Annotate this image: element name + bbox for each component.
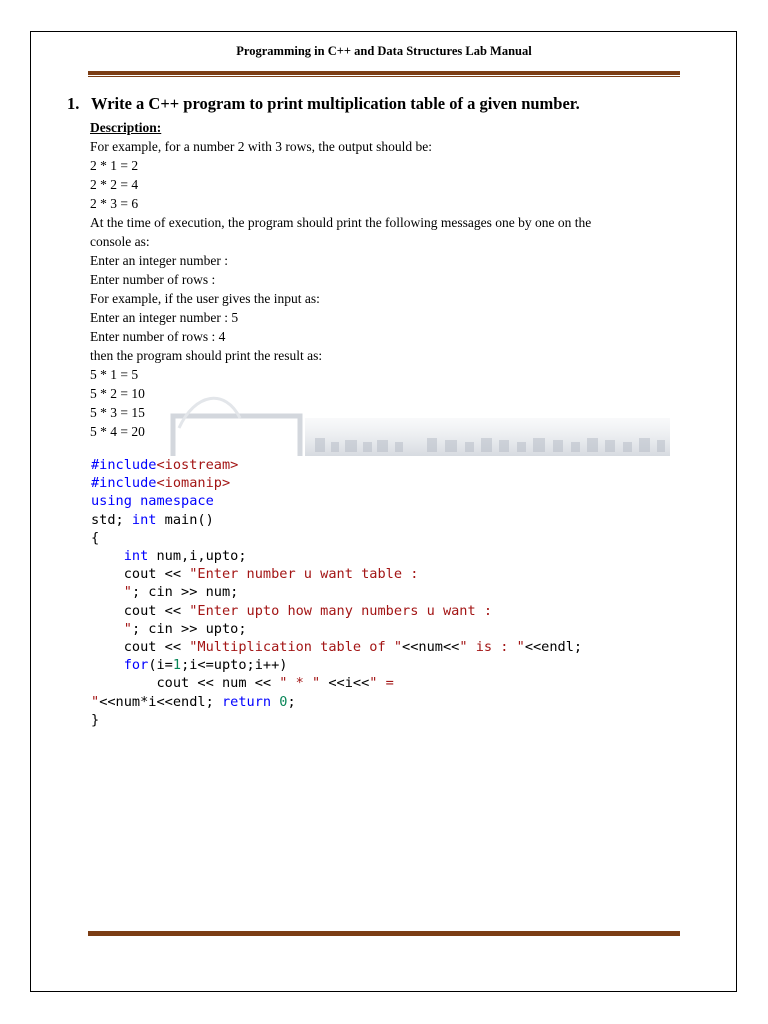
code-token: for — [123, 657, 149, 674]
description-line: 2 * 1 = 2 — [90, 158, 139, 173]
code-token: " = — [369, 675, 394, 692]
description-line: console as: — [90, 234, 150, 249]
code-token: "Enter number u want table : — [189, 566, 419, 583]
code-token: int — [123, 548, 149, 565]
code-token: ; cin >> num; — [131, 584, 239, 601]
code-token: " — [123, 584, 132, 601]
code-token: cout << — [123, 566, 190, 583]
code-token: main() — [156, 511, 214, 528]
description-line: For example, for a number 2 with 3 rows, the output should be: — [90, 139, 432, 154]
code-token: #include — [91, 457, 157, 473]
description-line: At the time of execution, the program should print the following messages one by one on the — [90, 215, 592, 230]
header-rule — [88, 71, 680, 77]
code-token: return — [221, 693, 272, 710]
code-indent — [91, 639, 124, 655]
description-line: For example, if the user gives the input as: — [90, 291, 320, 306]
code-token: int — [131, 511, 157, 528]
footer-rule — [88, 930, 680, 936]
code-token: 1 — [172, 657, 182, 674]
code-indent — [91, 621, 124, 637]
code-token: cout << — [123, 602, 190, 619]
code-token: ;i<=upto;i++) — [181, 657, 288, 674]
description-line: Enter number of rows : 4 — [90, 329, 226, 344]
code-token: std; — [91, 511, 132, 528]
description-line: 2 * 2 = 4 — [90, 177, 139, 192]
code-token: <iomanip> — [156, 475, 231, 492]
code-token: } — [91, 711, 100, 728]
code-token: (i= — [148, 657, 173, 674]
description-line: 2 * 3 = 6 — [90, 196, 139, 211]
code-indent — [91, 548, 124, 564]
question-heading — [67, 94, 580, 114]
description-line: 5 * 2 = 10 — [90, 386, 145, 401]
code-token: "Multiplication table of " — [189, 639, 403, 656]
description-line: Enter an integer number : — [90, 253, 228, 268]
code-token: " * " — [279, 675, 321, 692]
code-block — [91, 456, 582, 729]
code-token: { — [91, 529, 100, 546]
code-token: ; cin >> upto; — [131, 620, 247, 637]
description-line: 5 * 4 = 20 — [90, 424, 145, 439]
description-line: Enter an integer number : 5 — [90, 310, 239, 325]
page-header-title: Programming in C++ and Data Structures Lab Manual — [236, 44, 532, 58]
code-token: <iostream> — [156, 457, 239, 473]
code-token: <<num<< — [402, 639, 460, 656]
code-token: ; — [287, 693, 296, 710]
code-indent — [91, 603, 124, 619]
description-line: 5 * 3 = 15 — [90, 405, 145, 420]
code-token: using namespace — [91, 493, 214, 510]
code-token: 0 — [279, 693, 288, 710]
description-heading: Description: — [90, 120, 162, 135]
code-indent — [91, 584, 124, 600]
code-token: #include — [91, 475, 157, 492]
code-token: <<i<< — [320, 675, 370, 692]
code-token: " — [91, 693, 100, 710]
code-indent — [91, 657, 124, 673]
code-token: " is : " — [459, 639, 525, 656]
code-token: <<num*i<<endl; — [99, 693, 222, 710]
description-line: 5 * 1 = 5 — [90, 367, 139, 382]
code-token: <<endl; — [524, 639, 583, 656]
description-line: Enter number of rows : — [90, 272, 216, 287]
question-number: 1. — [67, 94, 80, 113]
code-token: " — [123, 620, 132, 637]
code-token: num,i,upto; — [148, 548, 247, 565]
description-line: then the program should print the result as: — [90, 348, 323, 363]
code-token: "Enter upto how many numbers u want : — [189, 602, 493, 619]
code-token: cout << — [123, 639, 190, 656]
description-block — [90, 118, 670, 441]
code-indent — [91, 566, 124, 582]
code-token: cout << num << — [156, 675, 280, 692]
code-indent — [91, 675, 156, 691]
question-text: Write a C++ program to print multiplication table of a given number. — [91, 94, 580, 113]
